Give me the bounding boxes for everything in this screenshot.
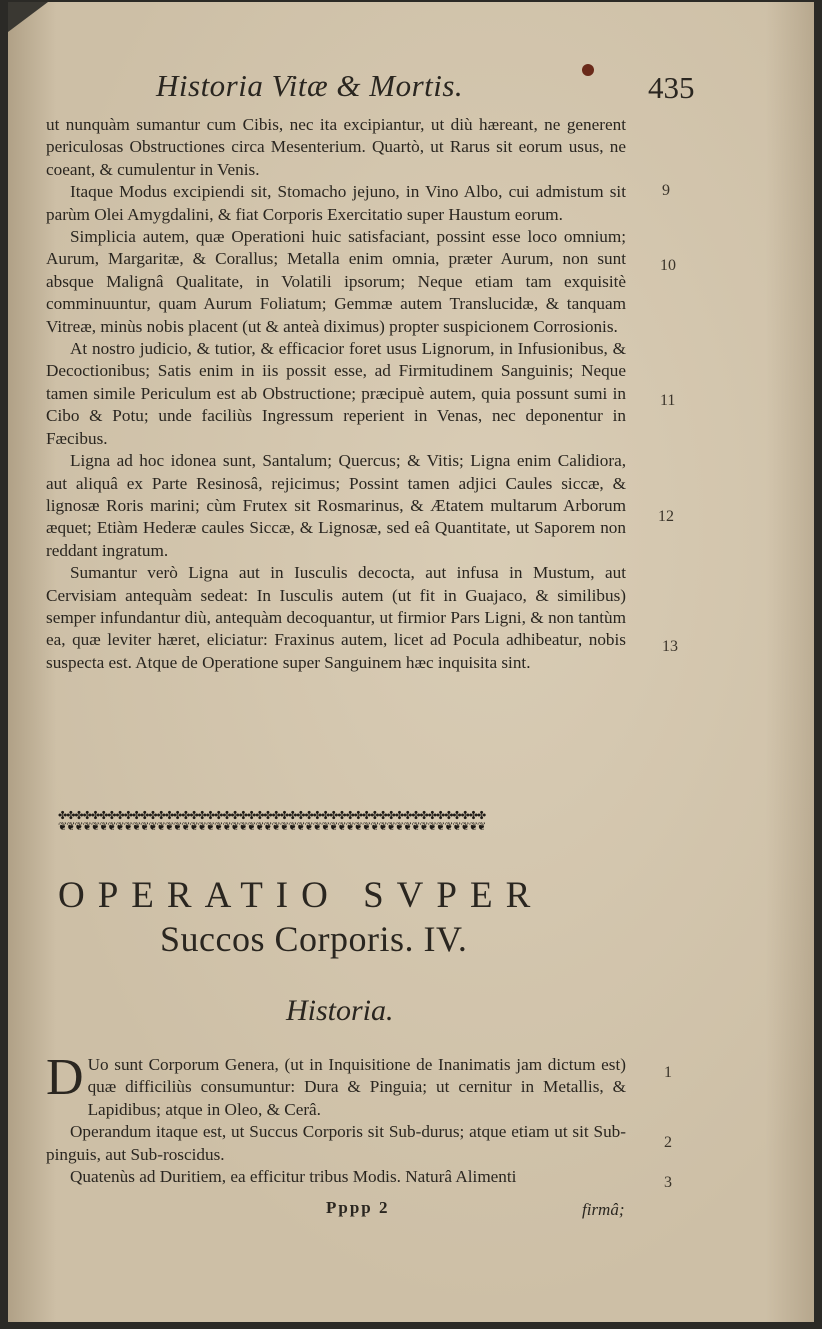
ornament-row: ❦❦❦❦❦❦❦❦❦❦❦❦❦❦❦❦❦❦❦❦❦❦❦❦❦❦❦❦❦❦❦❦❦❦❦❦❦❦❦❦❦❦❦❦❦❦❦❦❦❦❦❦ <box>58 821 486 832</box>
section-subtitle: Historia. <box>286 994 394 1027</box>
catchword: firmâ; <box>582 1200 625 1219</box>
paragraph: Sumantur verò Ligna aut in Iusculis decocta, aut infusa in Mustum, aut Cervisiam antequàm sedeat: In Iusculis autem (ut fit in Guajaco, & similibus) semper infundantur diù, antequàm decoquantur, ut firmior Pars Ligni, & non tantùm ea, quæ leviter hæret, eliciatur: Fraxinus autem, licet ad Pocula adhibeatur, nobis suspecta est. Atque de Operatione super Sanguinem hæc inquisita sint. <box>46 563 626 672</box>
margin-show-through <box>658 2 718 1322</box>
main-text-bottom <box>46 1049 626 1188</box>
paragraph <box>46 1049 626 1121</box>
page-number: 435 <box>648 70 695 105</box>
paragraph: Simplicia autem, quæ Operationi huic satisfaciant, possint esse loco omnium; Aurum, Margaritæ, & Corallus; Metalla enim omnia, præter Aurum, non sunt absque Malignâ Qualitate, in Volatili ipsorum; Neque etiam tam exquisitè comminuuntur, quam Aurum Foliatum; Gemmæ autem Translucidæ, & tanquam Vitreæ, minùs nobis placent (ut & anteà diximus) propter suspicionem Corrosionis. <box>46 227 626 336</box>
margin-note: 13 <box>662 638 678 655</box>
drop-cap: D <box>46 1049 84 1106</box>
main-text-top <box>46 114 626 674</box>
paragraph: Quatenùs ad Duritiem, ea efficitur tribus Modis. Naturâ Alimenti <box>70 1167 517 1187</box>
ink-blot <box>582 64 594 76</box>
margin-note: 2 <box>664 1134 672 1151</box>
margin-note: 10 <box>660 257 676 274</box>
page-corner-shadow <box>8 2 48 32</box>
signature-mark: Pppp 2 <box>326 1198 390 1217</box>
margin-note: 3 <box>664 1174 672 1191</box>
ornament-row: ✤✤✤✤✤✤✤✤✤✤✤✤✤✤✤✤✤✤✤✤✤✤✤✤✤✤✤✤✤✤✤✤✤✤✤✤✤✤✤✤✤✤✤✤✤✤✤✤✤✤✤✤ <box>58 810 486 821</box>
paragraph: ut nunquàm sumantur cum Cibis, nec ita excipiantur, ut diù hæreant, ne generent periculosas Obstructiones circa Mesenterium. Quartò, ut Rarus sit eorum usus, ne coeant, & cumulentur in Venis. <box>46 115 626 179</box>
paragraph-text: Uo sunt Corporum Genera, (ut in Inquisitione de Inanimatis jam dictum est) quæ difficiliùs consumuntur: Dura & Pinguia; ut cernitur in Metallis, & Lapidibus; atque in Oleo, & Cerâ. <box>87 1055 626 1119</box>
paragraph: At nostro judicio, & tutior, & efficacior foret usus Lignorum, in Infusionibus, & Decoctionibus; Satis enim in iis possit esse, ad Firmitudinem Sanguinis; Neque tamen simile Periculum est ab Obstructione; præcipuè autem, quia possunt sumi in Cibo & Potu; unde faciliùs Ingressum reperient in Venas, nec deponentur in Fæcibus. <box>46 339 626 448</box>
running-head: Historia Vitæ & Mortis. <box>156 68 464 103</box>
margin-note: 11 <box>660 392 676 409</box>
margin-note: 12 <box>658 508 674 525</box>
paragraph: Ligna ad hoc idonea sunt, Santalum; Quercus; & Vitis; Ligna enim Calidiora, aut aliquâ ex Parte Resinosâ, rejicimus; Possint tamen adjici Caules siccæ, & lignosæ Roris marini; cùm Frutex sit Rosmarinus, & Ætatem multarum Arborum æquet; Etiàm Hederæ caules Siccæ, & Lignosæ, sed eâ Quantitate, ut Saporem non reddant ingratum. <box>46 451 626 560</box>
margin-note: 9 <box>662 182 670 199</box>
paragraph: Itaque Modus excipiendi sit, Stomacho jejuno, in Vino Albo, cui admistum sit parùm Olei Amygdalini, & fiat Corporis Exercitatio super Haustum eorum. <box>46 182 626 224</box>
book-page <box>8 2 814 1322</box>
section-title-line1: OPERATIO SVPER <box>58 875 544 916</box>
printers-ornament-band <box>58 810 626 832</box>
margin-note: 1 <box>664 1064 672 1081</box>
paragraph: Operandum itaque est, ut Succus Corporis sit Sub-durus; atque etiam ut sit Sub-pinguis, aut Sub-roscidus. <box>46 1122 626 1164</box>
section-title-line2: Succos Corporis. IV. <box>160 919 468 959</box>
